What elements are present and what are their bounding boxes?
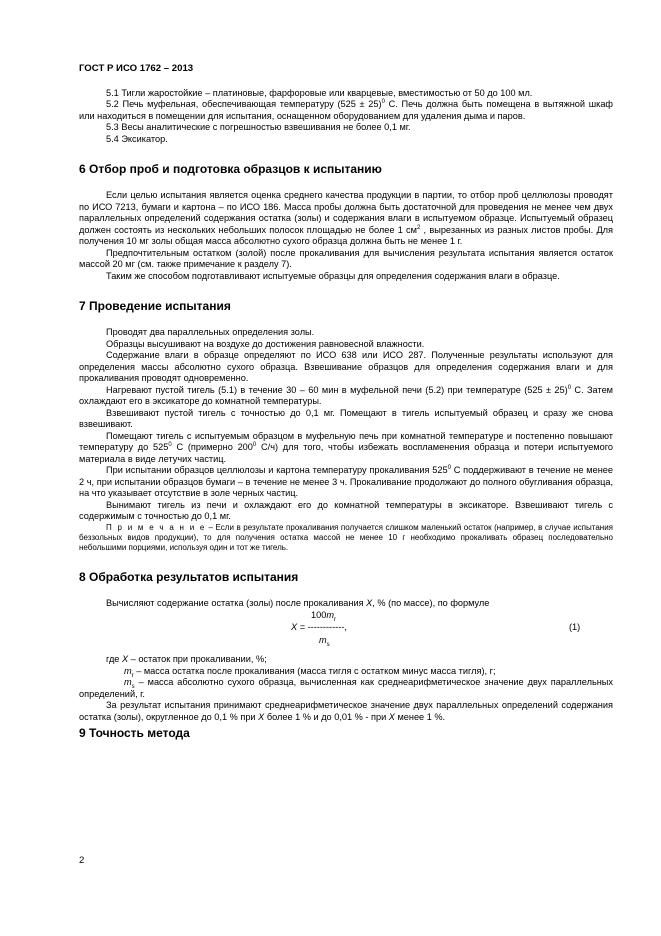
s8-intro: Вычисляют содержание остатка (золы) после прокаливания X, % (по массе), по формуле [106, 597, 490, 608]
s7-paragraph-4: Нагревают пустой тигель (5.1) в течение 30 – 60 мин в муфельной печи (5.2) при температуре $(525 \pm 25)^0$ С. Затем охлаждают его в эксикаторе до комнатной температуры. [79, 384, 614, 406]
formula-number: (1) [569, 622, 581, 632]
formula-numerator: $100m_r$ [311, 610, 336, 623]
item-5-1: 5.1 Тигли жаростойкие – платиновые, фарфоровые или кварцевые, вместимостью от 50 до 100 мл. [106, 87, 533, 98]
s7-paragraph-7: При испытании образцов целлюлозы и картона температуру прокаливания $525^0$ С поддерживают в течение не менее 2 ч, при испытании образцов бумаги – в течение не менее 3 ч. Прокаливание продолжают до полного обугливания образца, на что указывает отсутствие в золе черных частиц. [79, 464, 613, 498]
document-page [79, 63, 613, 740]
note-label: П р и м е ч а н и е [106, 522, 206, 532]
s7-paragraph-5: Взвешивают пустой тигель с точностью до 0,1 мг. Помещают в тигель испытуемый образец и сразу же снова взвешивают. [79, 407, 613, 429]
s6-paragraph-3: Таким же способом подготавливают испытуемые образцы для определения содержания влаги в образце. [106, 270, 560, 281]
formula-denominator: $m_s$ [319, 635, 330, 648]
s7-paragraph-1: Проводят два параллельных определения золы. [106, 327, 315, 337]
where-ms: $m_s$ – масса абсолютно сухого образца, вычисленная как среднеарифметическое значение двух параллельных определений, г. [79, 677, 613, 699]
formula-1 [79, 610, 613, 648]
section-8-title: 8 Обработка результатов испытания [79, 569, 299, 584]
item-5-3: 5.3 Весы аналитические с погрешностью взвешивания не более 0,1 мг. [106, 122, 411, 132]
document-header: ГОСТ Р ИСО 1762 – 2013 [79, 63, 194, 74]
s6-paragraph-2: Предпочтительным остатком (золой) после прокаливания для вычисления результата испытания является остаток массой 20 мг (см. также примечание к разделу 7). [79, 247, 613, 269]
section-7-title: 7 Проведение испытания [79, 299, 231, 313]
s6-paragraph-1: Если целью испытания является оценка среднего качества продукции в партии, то отбор проб целлюлозы проводят по ИСО 7213, бумаги и картона – по ИСО 186. Масса пробы должна быть достаточной для проведения не менее чем двух параллельных определений содержания остатка (золы) и содержания влаги в испытуемом образце. Испытуемый образец должен состоять из нескольких небольших полосок площадью не более 1 $см^2$ , вырезанных из разных листов пробы. Для получения 10 мг золы общая масса абсолютно сухого образца должна быть не менее 1 г. [79, 190, 613, 246]
section-6-title: 6 Отбор проб и подготовка образцов к испытанию [79, 162, 382, 176]
formula-main-line: X = ------------, [291, 622, 347, 632]
s8-result: За результат испытания принимают среднеарифметическое значение двух параллельных определений содержания остатка (золы), округленное до 0,1 % при X более 1 % и до 0,01 % - при X менее 1 %. [79, 700, 613, 722]
item-5-2: 5.2 Печь муфельная, обеспечивающая температуру $(525 \pm 25)^0$ С. Печь должна быть помещена в вытяжной шкаф или находиться в помещении для испытания, оснащенном оборудованием для удаления дыма и паров. [79, 98, 613, 121]
page-number: 2 [79, 855, 85, 866]
section-9-title: 9 Точность метода [79, 726, 190, 740]
s7-note: П р и м е ч а н и е – Если в результате прокаливания получается слишком маленький остаток (например, в случае испытания беззольных видов продукции), то для получения остатка массой не менее 10 г необходимо прокаливать образец последовательно небольшими порциями, используя один и тот же тигель. [79, 522, 613, 552]
where-x: где X – остаток при прокаливании, %; [106, 654, 267, 664]
where-mr: $m_r$ – масса остатка после прокаливания (масса тигля с остатком минус масса тигля), г; [124, 665, 496, 679]
s7-paragraph-3: Содержание влаги в образце определяют по ИСО 638 или ИСО 287. Полученные результаты используют для определения массы абсолютно сухого образца. Взвешивание образцов для определения содержания влаги и для прокаливания проводят одновременно. [79, 350, 613, 383]
s7-paragraph-6: Помещают тигель с испытуемым образцом в муфельную печь при комнатной температуре и постепенно повышают температуру до $525^0$ С (примерно $200^0$ С/ч) для того, чтобы избежать воспламенения образца и потери испытуемого материала в виде летучих частиц. [79, 430, 613, 464]
s7-paragraph-8: Вынимают тигель из печи и охлаждают его до комнатной температуры в эксикаторе. Взвешивают тигель с содержимым с точностью до 0,1 мг. [79, 499, 613, 521]
s7-paragraph-2: Образцы высушивают на воздухе до достижения равновесной влажности. [106, 338, 425, 349]
item-5-4: 5.4 Эксикатор. [106, 133, 168, 144]
